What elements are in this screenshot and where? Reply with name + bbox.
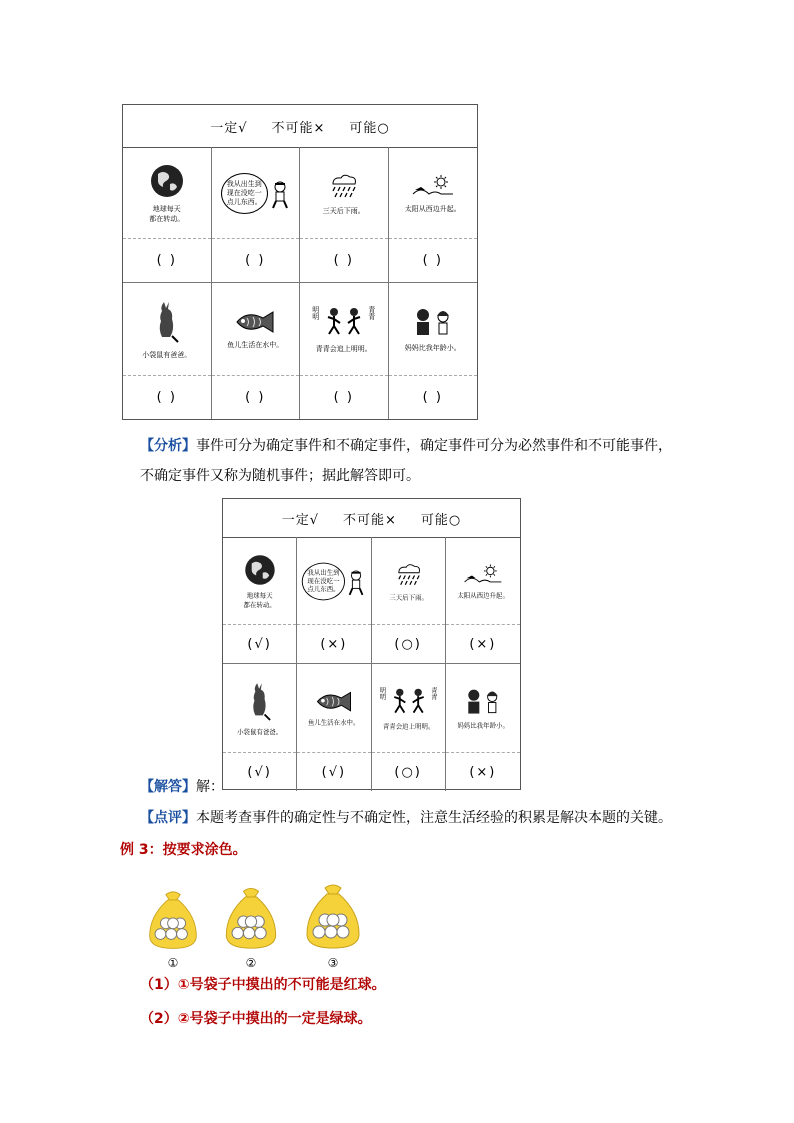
rain-cloud-icon: [327, 172, 361, 204]
answer-slot: (○): [372, 752, 445, 791]
item-caption: 三天后下雨。: [388, 593, 428, 601]
item-cell: [223, 664, 297, 791]
fish-icon: [233, 310, 277, 338]
question-1-num: （1）: [140, 977, 178, 993]
item-picture: [389, 283, 478, 376]
rain-cloud-icon: [392, 561, 423, 590]
analysis-line2-row: [140, 466, 680, 486]
legend-impossible: 不可能×: [271, 120, 326, 136]
item-picture: [300, 147, 388, 240]
question-2-num: （2）: [140, 1011, 178, 1027]
bag-1[interactable]: [140, 882, 206, 970]
answer-row: [140, 777, 224, 797]
answer-slot: (○): [372, 624, 445, 663]
item-picture: [226, 668, 293, 750]
bag-row: [140, 870, 370, 970]
item-caption: 小袋鼠有爸爸。: [142, 350, 192, 359]
speech-bubble-text: 我从出生到 现在没吃一 点儿东西。: [307, 569, 340, 593]
item-cell: [297, 537, 371, 664]
question-1-text: 号袋子中摸出的不可能是红球。: [189, 977, 386, 993]
answer-slot: (√): [297, 752, 370, 791]
item-picture: [300, 283, 388, 376]
legend-possible-2: 可能○: [420, 512, 462, 528]
item-picture: [226, 541, 293, 623]
question-2: [140, 1009, 372, 1029]
item-cell: [223, 537, 297, 664]
answer-slot: (×): [297, 624, 370, 663]
item-cell: [446, 664, 520, 791]
bag-3[interactable]: [300, 874, 366, 970]
item-cell: [300, 147, 389, 283]
item-caption: 妈妈比我年龄小。: [457, 721, 509, 729]
analysis-line2: 不确定事件又称为随机事件；据此解答即可。: [140, 468, 420, 484]
item-caption: 太阳从西边升起。: [404, 204, 461, 213]
bag-label: ②: [245, 956, 257, 970]
item-caption: 青青会追上明明。: [382, 722, 434, 730]
item-picture: [374, 668, 441, 750]
name-label-qingqing: 青青: [367, 305, 376, 320]
item-caption: 太阳从西边升起。: [457, 591, 509, 599]
question-1-circ: ①: [177, 977, 190, 993]
item-cell: [212, 283, 301, 419]
item-cell: [372, 664, 446, 791]
item-cell: [297, 664, 371, 791]
item-picture: [300, 668, 367, 750]
fish-icon: [314, 690, 354, 716]
item-picture: [449, 668, 517, 750]
item-picture: [449, 541, 517, 623]
mother-child-icon: [463, 687, 503, 718]
answer-slot: (×): [446, 624, 520, 663]
answer-slot: (×): [446, 752, 520, 791]
kangaroo-icon: [154, 300, 180, 348]
worksheet-header: [123, 105, 477, 148]
legend-certain-2: 一定√: [281, 512, 320, 528]
sunrise-icon: [463, 563, 503, 589]
item-cell: [389, 147, 478, 283]
item-cell: [212, 147, 301, 283]
item-cell: [446, 537, 520, 664]
legend-possible: 可能○: [349, 120, 390, 136]
question-2-text: 号袋子中摸出的一定是绿球。: [189, 1011, 372, 1027]
item-picture: [123, 283, 211, 376]
item-cell: [389, 283, 478, 419]
item-caption: 青青会追上明明。: [315, 344, 372, 353]
item-picture: [212, 283, 300, 376]
money-bag-icon: [221, 937, 281, 956]
item-caption: 妈妈比我年龄小。: [404, 343, 461, 352]
boy-speech-icon: [270, 180, 290, 214]
answer-slot[interactable]: ( ): [300, 375, 388, 419]
bag-label: ①: [167, 956, 179, 970]
analysis-tag: 【分析】: [140, 438, 196, 454]
answer-slot[interactable]: ( ): [389, 238, 478, 282]
item-caption: 小袋鼠有爸爸。: [237, 727, 283, 736]
item-picture: [212, 147, 300, 240]
comment-text: 本题考查事件的确定性与不确定性，注意生活经验的积累是解决本题的关键。: [196, 810, 672, 826]
analysis-paragraph: [140, 436, 680, 456]
comment-row: [140, 808, 700, 828]
question-2-circ: ②: [177, 1011, 190, 1027]
name-label-mingming: 明明: [378, 686, 387, 700]
earth-icon: [150, 164, 184, 202]
speech-bubble: [221, 173, 268, 214]
item-picture: [389, 147, 478, 240]
item-cell: [300, 283, 389, 419]
speech-bubble-text: 我从出生到 现在没吃一 点儿东西。: [226, 180, 262, 206]
speech-bubble: [302, 563, 345, 601]
answer-slot[interactable]: ( ): [389, 375, 478, 419]
answer-slot: (√): [223, 752, 296, 791]
worksheet-answered: [222, 498, 521, 790]
bag-2[interactable]: [218, 878, 284, 970]
mother-child-icon: [411, 307, 455, 341]
item-caption: 鱼儿生活在水中。: [227, 340, 284, 349]
item-cell: [123, 147, 212, 283]
example-title: 例 3：按要求涂色。: [120, 842, 247, 858]
sunrise-icon: [411, 174, 455, 202]
money-bag-icon: [303, 937, 363, 956]
worksheet-blank: [122, 104, 478, 420]
answer-slot[interactable]: ( ): [300, 238, 388, 282]
answer-tag: 【解答】: [140, 779, 196, 795]
answer-text: 解：: [196, 779, 224, 795]
item-cell: [372, 537, 446, 664]
item-caption: 三天后下雨。: [322, 206, 365, 215]
name-label-qingqing: 青青: [430, 686, 438, 700]
item-picture: [300, 541, 367, 623]
running-kids-icon: [388, 686, 428, 719]
earth-icon: [244, 554, 275, 589]
boy-speech-icon: [347, 569, 365, 600]
answer-slot[interactable]: ( ): [212, 375, 300, 419]
legend-certain: 一定√: [210, 120, 248, 136]
item-picture: [123, 147, 211, 240]
money-bag-icon: [143, 937, 203, 956]
comment-tag: 【点评】: [140, 810, 196, 826]
answer-slot[interactable]: ( ): [212, 238, 300, 282]
question-1: [140, 975, 386, 995]
legend-impossible-2: 不可能×: [343, 512, 397, 528]
bag-label: ③: [327, 956, 339, 970]
answer-slot[interactable]: ( ): [123, 238, 211, 282]
running-kids-icon: [322, 306, 366, 342]
kangaroo-icon: [248, 681, 272, 725]
answer-slot: (√): [223, 624, 296, 663]
name-label-mingming: 明明: [311, 305, 320, 320]
item-cell: [123, 283, 212, 419]
item-caption: 地球每天 都在转动。: [243, 591, 276, 609]
item-picture: [374, 541, 441, 623]
worksheet-header-2: [223, 499, 520, 538]
item-caption: 鱼儿生活在水中。: [308, 718, 360, 726]
analysis-line1: 事件可分为确定事件和不确定事件，确定事件可分为必然事件和不可能事件，: [196, 438, 672, 454]
item-caption: 地球每天 都在转动。: [149, 204, 185, 223]
answer-slot[interactable]: ( ): [123, 375, 211, 419]
